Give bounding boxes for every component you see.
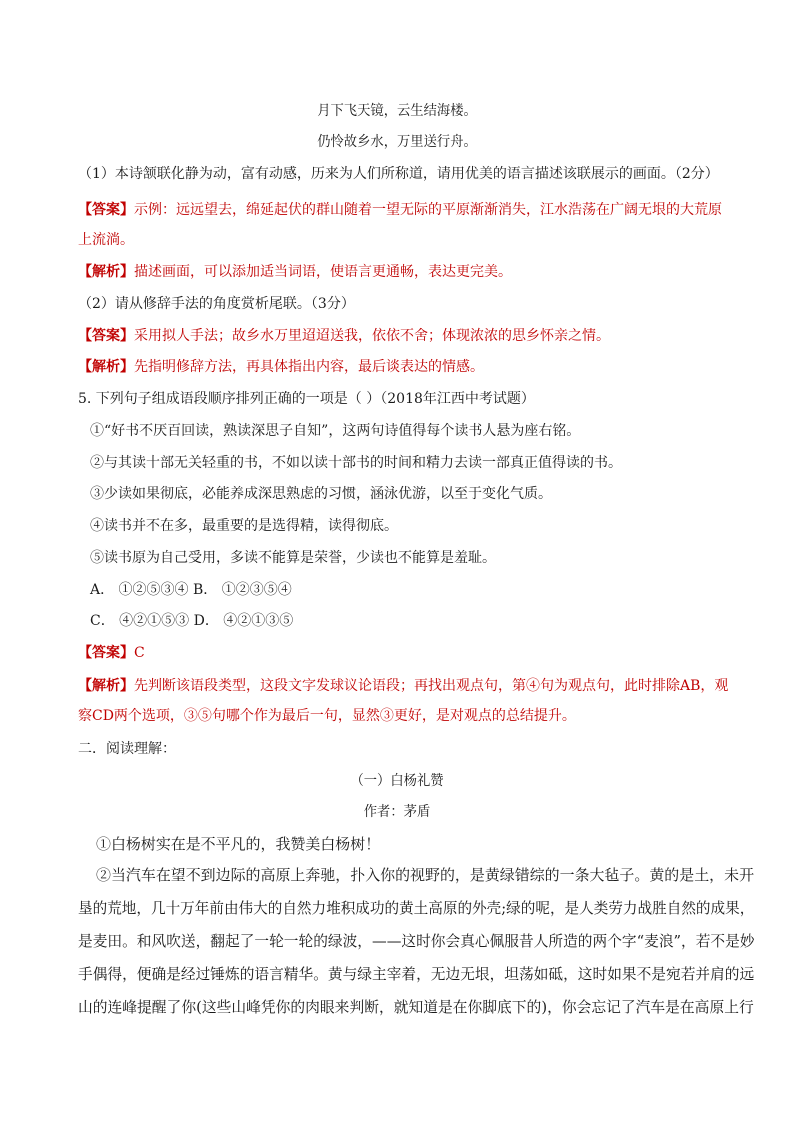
section-heading: 二．阅读理解： [78,741,176,757]
q1-answer [78,200,738,220]
analysis-tag: 【解析】 [78,264,134,280]
poem-line-1: 月下飞天镜，云生结海楼。 [317,103,477,119]
q5-item-3: ③少读如果彻底，必能养成深思熟虑的习惯，涵泳优游，以至于变化气质。 [90,486,552,502]
question-1: （1）本诗颔联化静为动，富有动感，历来为人们所称道，请用优美的语言描述该联展示的画面。（2分） [78,166,719,182]
answer-tag: 【答案】 [78,202,134,218]
answer-tag: 【答案】 [78,645,134,661]
q5-item-2: ②与其读十部无关轻重的书，不如以读十部书的时间和精力去读一部真正值得读的书。 [90,455,622,471]
poem-line-2: 仍怜故乡水，万里送行舟。 [317,134,477,150]
analysis-tag: 【解析】 [78,678,134,694]
article-paragraph-2-line: 垦的荒地，几十万年前由伟大的自然力堆积成功的黄土高原的外壳;绿的呢，是人类劳力战胜自然的成果， [78,899,755,917]
q5-options-ab: A． ①②⑤③④ B． ①②③⑤④ [90,582,292,598]
article-paragraph-2-line: 山的连峰提醒了你(这些山峰凭你的肉眼来判断，就知道是在你脚底下的)，你会忘记了汽车是在高原上行 [78,998,754,1016]
q5-options-cd: C． ④②①⑤③ D． ④②①③⑤ [90,613,294,629]
question-5: 5. 下列句子组成语段顺序排列正确的一项是（ ）（2018年江西中考试题） [78,391,535,407]
q5-answer [78,643,738,663]
q2-analysis [78,357,738,377]
question-2: （2）请从修辞手法的角度赏析尾联。（3分） [78,296,355,312]
article-paragraph-2-line: 是麦田。和风吹送，翻起了一轮一轮的绿波，——这时你会真心佩服昔人所造的两个字“麦浪”，若不是妙 [78,932,755,950]
answer-tag: 【答案】 [78,328,134,344]
answer-text: 示例：远远望去，绵延起伏的群山随着一望无际的平原渐渐消失，江水浩荡在广阔无垠的大荒原 [134,202,722,218]
q1-answer-continued: 上流淌。 [78,232,134,248]
article-paragraph-1: ①白杨树实在是不平凡的，我赞美白杨树！ [96,835,381,853]
q5-item-5: ⑤读书原为自己受用，多读不能算是荣誉，少读也不能算是羞耻。 [90,550,496,566]
article-title: （一）白杨礼赞 [350,773,444,789]
article-paragraph-2-line: ②当汽车在望不到边际的高原上奔驰，扑入你的视野的，是黄绿错综的一条大毡子。黄的是土，未开 [96,866,755,884]
analysis-text: 先判断该语段类型，这段文字发球议论语段；再找出观点句，第④句为观点句，此时排除AB，观 [134,678,729,694]
q5-analysis [78,676,738,696]
q5-analysis-continued: 察CD两个选项，③⑤句哪个作为最后一句，显然③更好，是对观点的总结提升。 [78,708,576,724]
q1-analysis [78,262,738,282]
analysis-tag: 【解析】 [78,359,134,375]
analysis-text: 先指明修辞方法，再具体指出内容，最后谈表达的情感。 [134,359,484,375]
analysis-text: 描述画面，可以添加适当词语，使语言更通畅，表达更完美。 [134,264,512,280]
q2-answer [78,326,738,346]
q5-item-1: ①“好书不厌百回读，熟读深思子自知”，这两句诗值得每个读书人悬为座右铭。 [90,423,581,439]
article-paragraph-2-line: 手偶得，便确是经过锤炼的语言精华。黄与绿主宰着，无边无垠，坦荡如砥，这时如果不是宛若并肩的远 [78,965,755,983]
q5-item-4: ④读书并不在多，最重要的是选得精，读得彻底。 [90,518,398,534]
answer-text: C [134,645,145,661]
article-author: 作者：茅盾 [363,804,431,820]
answer-text: 采用拟人手法；故乡水万里迢迢送我，依依不舍；体现浓浓的思乡怀亲之情。 [134,328,610,344]
